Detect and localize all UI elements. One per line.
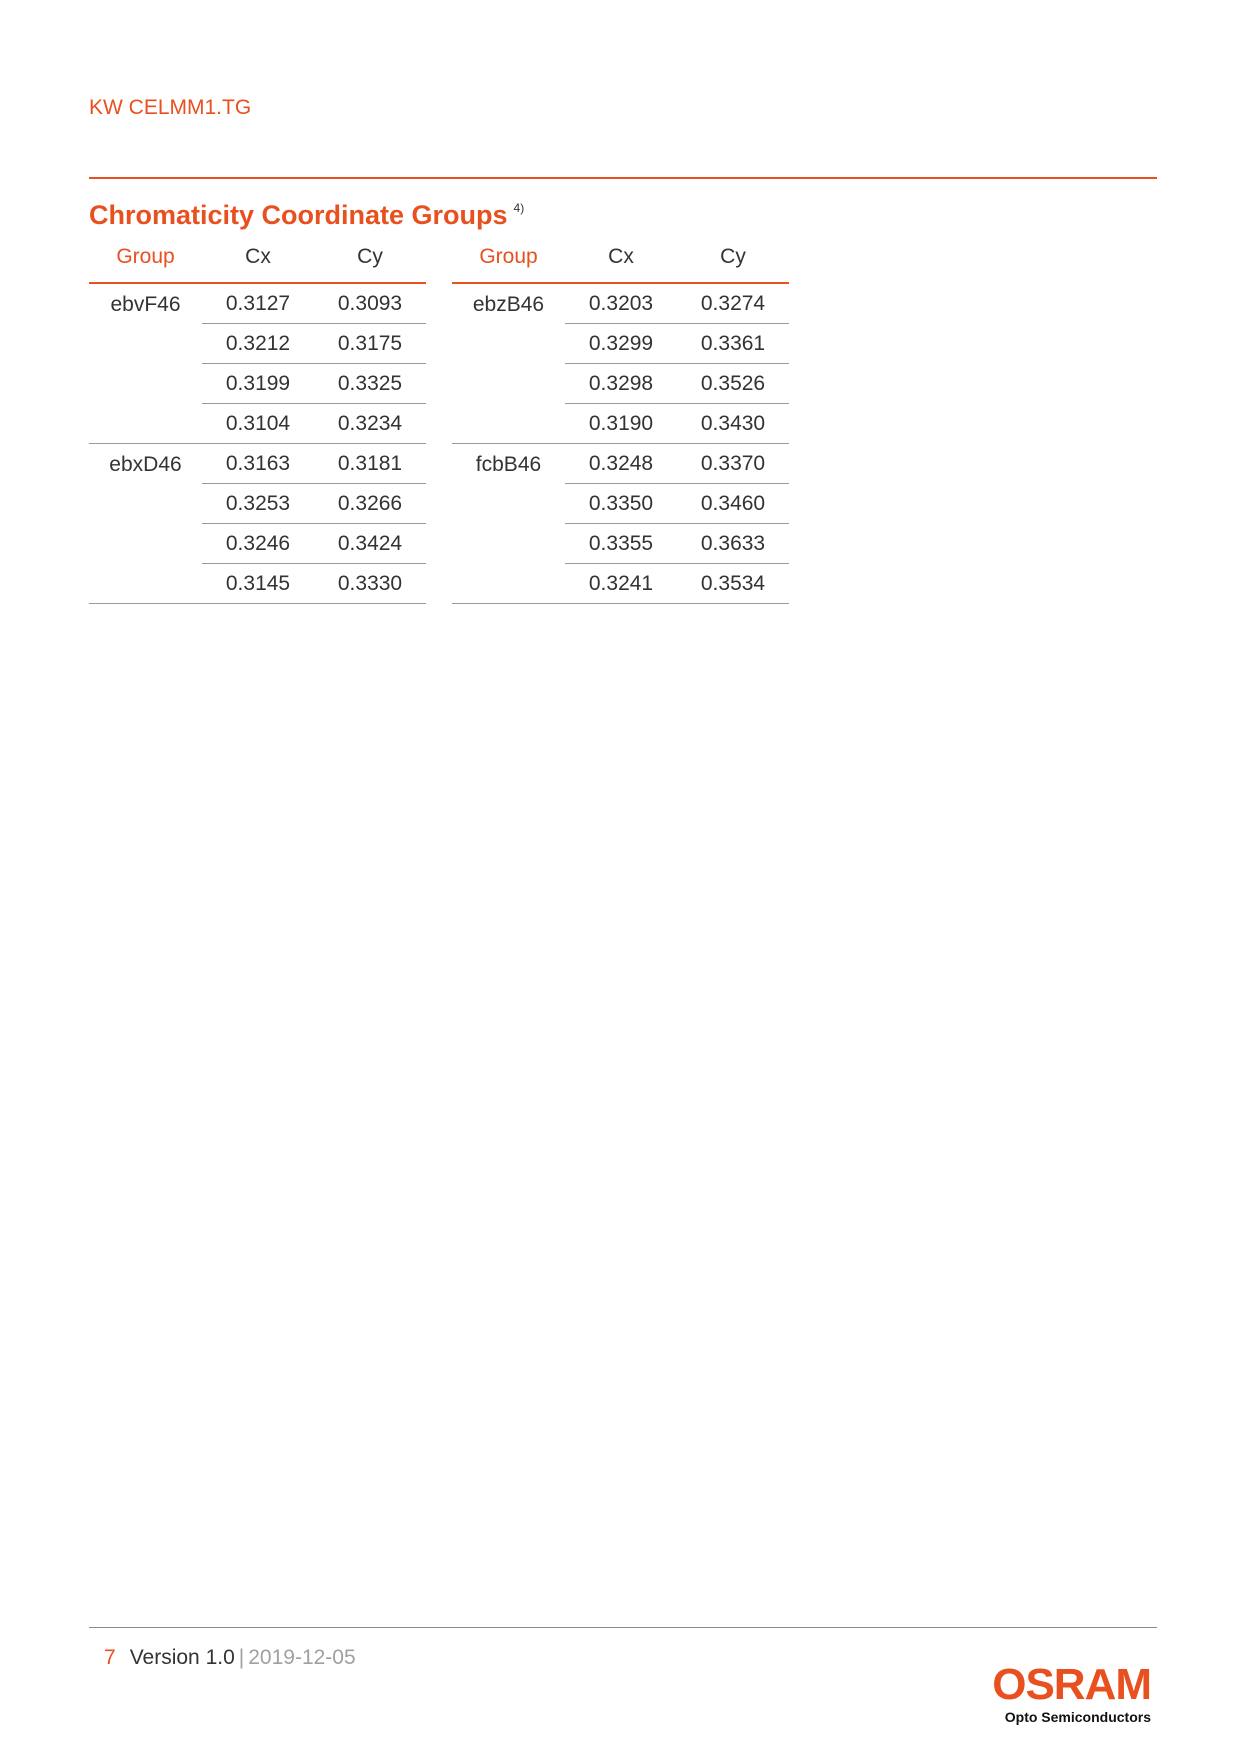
cx-value-cell: 0.3212 — [202, 324, 314, 364]
page-footer — [104, 1646, 356, 1670]
cx-value-cell: 0.3355 — [565, 524, 677, 564]
table-row — [89, 444, 426, 484]
document-id: KW CELMM1.TG — [89, 96, 252, 119]
group-name-cell: ebxD46 — [89, 444, 202, 604]
cy-value-cell: 0.3274 — [677, 283, 789, 324]
footer-separator: | — [238, 1646, 245, 1669]
page-number: 7 — [104, 1646, 116, 1669]
group-name-cell: ebzB46 — [452, 283, 565, 444]
cy-value-cell: 0.3175 — [314, 324, 426, 364]
cy-value-cell: 0.3534 — [677, 564, 789, 604]
logo-subtitle: Opto Semiconductors — [1004, 1709, 1151, 1725]
header-group: Group — [89, 232, 202, 283]
cx-value-cell: 0.3145 — [202, 564, 314, 604]
header-cy: Cy — [314, 232, 426, 283]
cy-value-cell: 0.3526 — [677, 364, 789, 404]
logo-brand: OSRAM — [992, 1660, 1151, 1709]
table-row — [452, 283, 789, 324]
chromaticity-table-right — [452, 232, 789, 604]
header-cy: Cy — [677, 232, 789, 283]
cy-value-cell: 0.3430 — [677, 404, 789, 444]
header-group: Group — [452, 232, 565, 283]
cy-value-cell: 0.3330 — [314, 564, 426, 604]
section-title-text: Chromaticity Coordinate Groups — [89, 200, 508, 230]
cx-value-cell: 0.3298 — [565, 364, 677, 404]
group-name-cell: ebvF46 — [89, 283, 202, 444]
cy-value-cell: 0.3181 — [314, 444, 426, 484]
cy-value-cell: 0.3633 — [677, 524, 789, 564]
cy-value-cell: 0.3424 — [314, 524, 426, 564]
cx-value-cell: 0.3190 — [565, 404, 677, 444]
cx-value-cell: 0.3246 — [202, 524, 314, 564]
cy-value-cell: 0.3460 — [677, 484, 789, 524]
group-name-cell: fcbB46 — [452, 444, 565, 604]
footnote-marker: 4) — [513, 201, 525, 215]
table-row — [89, 283, 426, 324]
cx-value-cell: 0.3163 — [202, 444, 314, 484]
osram-logo — [992, 1660, 1151, 1725]
footer-divider — [89, 1627, 1157, 1628]
release-date: 2019-12-05 — [248, 1646, 356, 1669]
chromaticity-table-left — [89, 232, 426, 604]
cy-value-cell: 0.3266 — [314, 484, 426, 524]
cy-value-cell: 0.3093 — [314, 283, 426, 324]
header-cx: Cx — [565, 232, 677, 283]
header-divider — [89, 177, 1157, 179]
cy-value-cell: 0.3234 — [314, 404, 426, 444]
cx-value-cell: 0.3104 — [202, 404, 314, 444]
cx-value-cell: 0.3127 — [202, 283, 314, 324]
cx-value-cell: 0.3350 — [565, 484, 677, 524]
cx-value-cell: 0.3241 — [565, 564, 677, 604]
cy-value-cell: 0.3361 — [677, 324, 789, 364]
cx-value-cell: 0.3199 — [202, 364, 314, 404]
cx-value-cell: 0.3253 — [202, 484, 314, 524]
header-cx: Cx — [202, 232, 314, 283]
table-row — [452, 444, 789, 484]
cx-value-cell: 0.3203 — [565, 283, 677, 324]
cy-value-cell: 0.3325 — [314, 364, 426, 404]
cx-value-cell: 0.3248 — [565, 444, 677, 484]
cy-value-cell: 0.3370 — [677, 444, 789, 484]
section-title — [89, 200, 524, 231]
version-label: Version 1.0 — [129, 1646, 235, 1669]
cx-value-cell: 0.3299 — [565, 324, 677, 364]
